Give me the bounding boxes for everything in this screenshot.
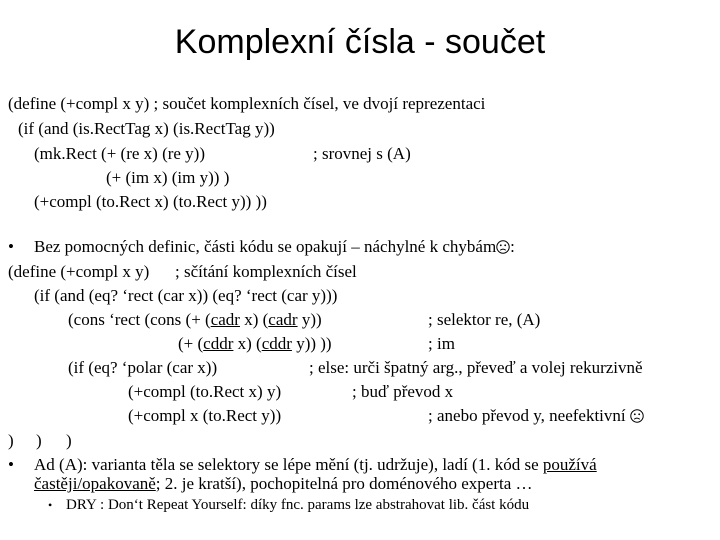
code-line: (mk.Rect (+ (re x) (re y)): [34, 144, 206, 163]
code-fragment: x) (: [233, 334, 262, 353]
code-line: (+compl x (to.Rect y)): [128, 406, 282, 425]
frowning-face-icon: [496, 240, 510, 254]
bullet-text: [34, 237, 515, 257]
closing-paren: ): [8, 431, 14, 450]
closing-paren: ): [36, 431, 42, 450]
code-comment: [428, 406, 644, 426]
bullet-text-underlined: častěji/opakovaně: [34, 474, 156, 493]
code-comment: ; buď převod x: [352, 382, 454, 401]
closing-paren: ): [66, 431, 72, 450]
code-selector: cadr: [210, 310, 240, 329]
code-line: (if (and (eq? ‘rect (car x)) (eq? ‘rect (car y))): [34, 286, 338, 305]
sub-bullet-marker: •: [48, 498, 53, 512]
slide-title: Komplexní čísla - součet: [174, 23, 546, 61]
code-fragment: (+ (: [178, 334, 204, 353]
code-line: (define (+compl x y): [8, 262, 150, 281]
code-line: (if (eq? ‘polar (car x)): [68, 358, 218, 377]
code-line: (+compl (to.Rect x) y): [128, 382, 282, 401]
bullet-text: [34, 455, 597, 475]
bullet-text-continued: [34, 474, 533, 494]
code-line: (+ (im x) (im y)) ): [106, 168, 230, 187]
bullet-text-suffix: :: [510, 237, 515, 256]
code-line: [68, 310, 322, 330]
sub-bullet-text: DRY : Don‘t Repeat Yourself: díky fnc. params lze abstrahovat lib. část kódu: [66, 497, 530, 513]
code-comment: ; selektor re, (A): [428, 310, 541, 329]
bullet-text-part: Ad (A): varianta těla se selektory se lépe mění (tj. udržuje), ladí (1. kód se: [34, 455, 543, 474]
bullet-text-underlined: používá: [542, 455, 597, 474]
code-comment: ; sčítání komplexních čísel: [175, 262, 357, 281]
code-line: (+compl (to.Rect x) (to.Rect y)) )): [34, 192, 267, 211]
code-comment: ; srovnej s (A): [313, 144, 411, 163]
code-selector: cddr: [203, 334, 234, 353]
code-comment: ; else: urči špatný arg., převeď a volej rekurzivně: [309, 358, 643, 377]
code-fragment: x) (: [239, 310, 269, 329]
code-comment-text: ; anebo převod y, neefektivní: [428, 406, 626, 425]
code-selector: cddr: [261, 334, 292, 353]
code-line: (define (+compl x y) ; součet komplexních čísel, ve dvojí reprezentaci: [8, 94, 486, 113]
code-comment: ; im: [428, 334, 455, 353]
code-line: [178, 334, 332, 354]
bullet-marker: •: [8, 237, 14, 256]
bullet-marker: •: [8, 455, 14, 474]
bullet-text-part: ; 2. je kratší), pochopitelná pro doménového experta …: [155, 474, 533, 493]
code-fragment: y)): [297, 310, 322, 329]
code-line: (if (and (is.RectTag x) (is.RectTag y)): [18, 119, 275, 138]
frowning-face-icon: [630, 409, 644, 423]
bullet-text-main: Bez pomocných definic, části kódu se opakují – náchylné k chybám: [34, 237, 497, 256]
code-fragment: y)) )): [291, 334, 332, 353]
code-fragment: (cons ‘rect (cons (+ (: [68, 310, 211, 329]
code-selector: cadr: [268, 310, 298, 329]
